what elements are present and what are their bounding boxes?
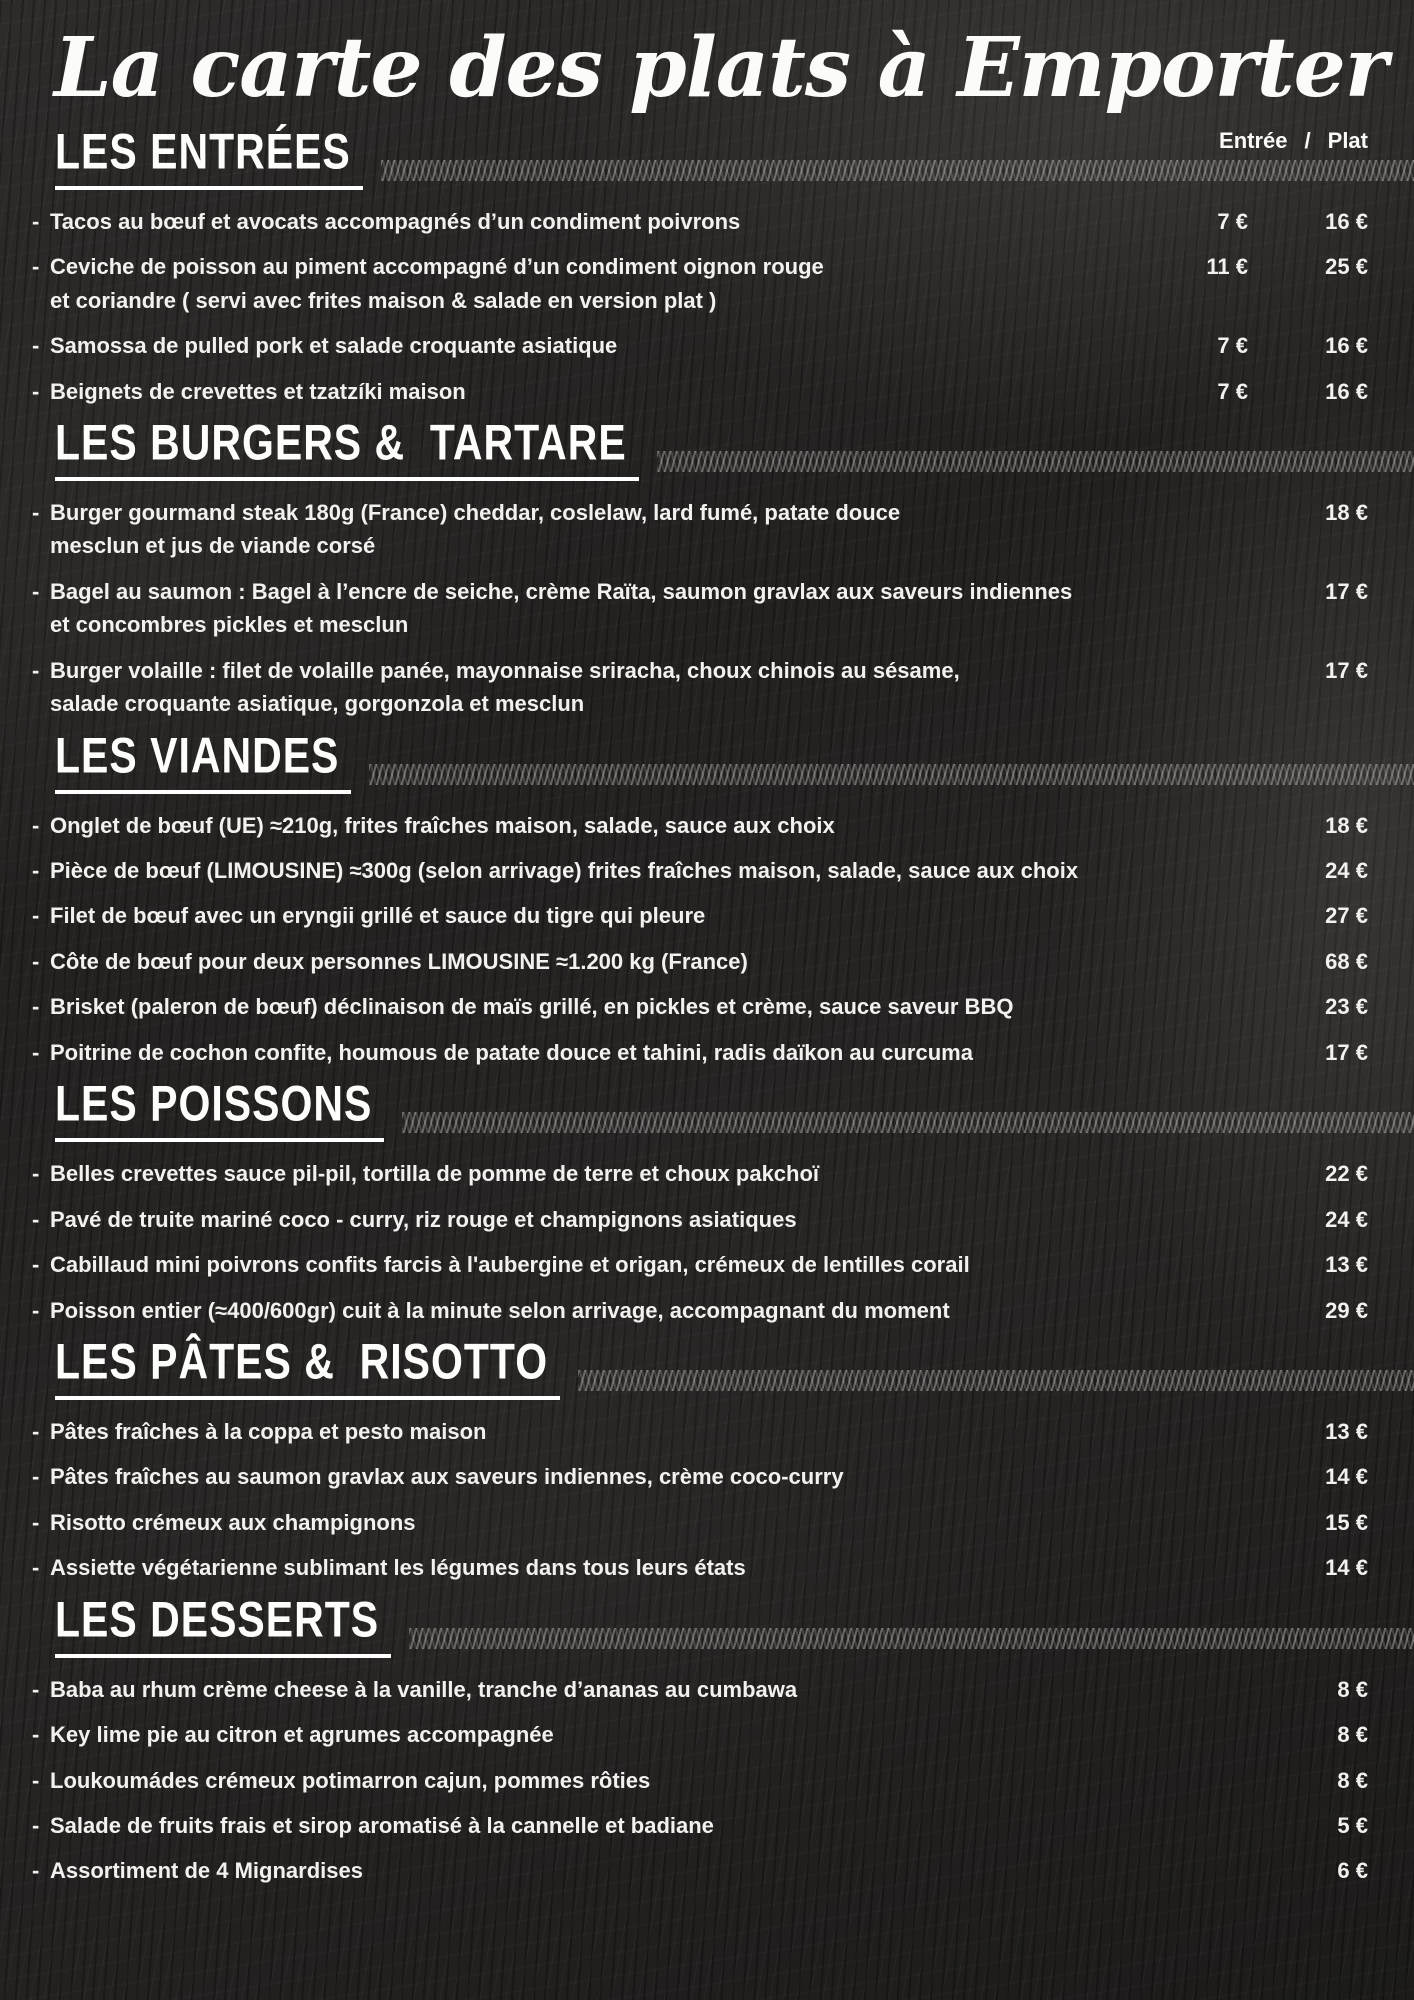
item-price-entree: [1168, 1551, 1248, 1584]
item-price-plat: 17 €: [1325, 657, 1368, 683]
item-dash: -: [32, 333, 40, 359]
item-price-entree: [1168, 1415, 1248, 1448]
item-price-plat: 25 €: [1325, 254, 1368, 280]
item-prices: [1168, 1854, 1368, 1887]
item-line: et coriandre ( servi avec frites maison & salade en version plat ): [50, 287, 717, 313]
item-price-plat: 24 €: [1325, 1206, 1368, 1232]
item-dash: -: [32, 903, 40, 929]
item-line: Salade de fruits frais et sirop aromatisé à la cannelle et badiane: [50, 1813, 714, 1838]
menu-item: [32, 945, 1368, 978]
item-price-entree: [1168, 654, 1248, 687]
section-title-text: LES POISSONS: [55, 1075, 373, 1132]
item-line: Loukoumádes crémeux potimarron cajun, pommes rôties: [50, 1767, 651, 1793]
item-text: [50, 1248, 1160, 1281]
item-text: [50, 809, 1160, 842]
menu-item: [32, 854, 1368, 887]
item-price-plat: 8 €: [1337, 1722, 1368, 1748]
item-price-plat: 14 €: [1325, 1555, 1368, 1581]
item-text: [50, 329, 1160, 362]
item-prices: [1168, 1506, 1368, 1539]
item-line: Burger gourmand steak 180g (France) cheddar, coslelaw, lard fumé, patate douce: [50, 499, 901, 525]
section-items: [32, 809, 1368, 1070]
menu-section: [32, 414, 1368, 721]
item-text: [50, 496, 1160, 563]
item-line: Cabillaud mini poivrons confits farcis à l'aubergine et origan, crémeux de lentilles corail: [50, 1252, 970, 1278]
item-text: [50, 945, 1160, 978]
item-dash: -: [32, 1555, 40, 1581]
menu-item: [32, 1506, 1368, 1539]
item-price-entree: [1168, 1248, 1248, 1281]
plat-column-header: Plat: [1327, 127, 1368, 153]
item-line: Baba au rhum crème cheese à la vanille, tranche d’ananas au cumbawa: [50, 1676, 798, 1702]
menu-section: [32, 123, 1368, 408]
item-line: mesclun et jus de viande corsé: [50, 533, 376, 559]
menu-item: [32, 375, 1368, 408]
item-prices: [1168, 1551, 1368, 1584]
item-line: Ceviche de poisson au piment accompagné d’un condiment oignon rouge: [50, 254, 824, 280]
menu-item: [32, 1294, 1368, 1327]
section-title: [55, 1591, 391, 1658]
item-text: [50, 1036, 1160, 1069]
item-line: Onglet de bœuf (UE) ≈210g, frites fraîches maison, salade, sauce aux choix: [50, 812, 835, 838]
hatch-divider: [402, 1112, 1414, 1133]
item-dash: -: [32, 578, 40, 604]
item-price-entree: [1168, 1718, 1248, 1751]
item-prices: [1168, 854, 1368, 887]
item-price-entree: [1168, 1203, 1248, 1236]
item-line: Burger volaille : filet de volaille panée, mayonnaise sriracha, choux chinois au sésame,: [50, 657, 960, 683]
item-price-entree: [1168, 1673, 1248, 1706]
menu-item: [32, 1248, 1368, 1281]
item-line: Pièce de bœuf (LIMOUSINE) ≈300g (selon arrivage) frites fraîches maison, salade, sauce aux choix: [50, 858, 1079, 883]
item-line: Tacos au bœuf et avocats accompagnés d’un condiment poivrons: [50, 208, 741, 234]
item-text: [50, 1506, 1160, 1539]
item-prices: [1168, 990, 1368, 1023]
item-price-entree: [1168, 1036, 1248, 1069]
item-price-plat: 8 €: [1337, 1767, 1368, 1793]
menu-item: [32, 575, 1368, 642]
section-title: [55, 1333, 560, 1400]
item-price-entree: [1168, 1460, 1248, 1493]
entree-column-header: Entrée: [1219, 127, 1288, 153]
item-prices: [1168, 375, 1368, 408]
item-prices: [1168, 1809, 1368, 1842]
menu-section: [32, 1075, 1368, 1327]
item-text: [50, 250, 1160, 317]
item-dash: -: [32, 1418, 40, 1444]
item-price-plat: 27 €: [1325, 903, 1368, 929]
section-header: [55, 1075, 1368, 1142]
item-price-plat: 6 €: [1337, 1858, 1368, 1884]
item-text: [50, 1551, 1160, 1584]
item-line: et concombres pickles et mesclun: [50, 612, 409, 638]
item-price-plat: 14 €: [1325, 1464, 1368, 1490]
item-dash: -: [32, 499, 40, 525]
item-text: [50, 1854, 1160, 1887]
menu-section: [32, 1591, 1368, 1888]
item-dash: -: [32, 1039, 40, 1065]
item-dash: -: [32, 1509, 40, 1535]
section-items: [32, 1415, 1368, 1585]
item-line: salade croquante asiatique, gorgonzola et mesclun: [50, 691, 585, 717]
item-prices: [1168, 809, 1368, 842]
item-prices: [1168, 1415, 1368, 1448]
item-prices: [1168, 1764, 1368, 1797]
item-text: [50, 1460, 1160, 1493]
item-price-entree: 7 €: [1217, 378, 1248, 404]
item-price-entree: [1168, 854, 1248, 887]
item-prices: [1168, 250, 1368, 283]
menu-item: [32, 990, 1368, 1023]
item-price-entree: [1168, 1854, 1248, 1887]
section-title-text: LES VIANDES: [55, 726, 340, 784]
item-price-plat: 15 €: [1325, 1509, 1368, 1535]
item-price-plat: 22 €: [1325, 1161, 1368, 1187]
item-price-plat: 18 €: [1325, 812, 1368, 838]
menu-item: [32, 1764, 1368, 1797]
item-price-plat: 17 €: [1325, 1039, 1368, 1065]
item-line: Côte de bœuf pour deux personnes LIMOUSINE ≈1.200 kg (France): [50, 948, 748, 974]
item-dash: -: [32, 378, 40, 404]
item-dash: -: [32, 812, 40, 838]
item-dash: -: [32, 1206, 40, 1232]
menu-item: [32, 1036, 1368, 1069]
section-title-text: LES ENTRÉES: [55, 123, 351, 180]
item-line: Belles crevettes sauce pil-pil, tortilla de pomme de terre et choux pakchoï: [50, 1161, 820, 1187]
item-price-plat: 16 €: [1325, 378, 1368, 404]
item-prices: [1168, 945, 1368, 978]
section-title-text: LES BURGERS & TARTARE: [55, 414, 627, 471]
menu-section: [32, 726, 1368, 1070]
item-dash: -: [32, 948, 40, 974]
section-title: [55, 1075, 384, 1142]
section-header: [55, 123, 1368, 190]
menu-item: [32, 1460, 1368, 1493]
item-price-entree: [1168, 899, 1248, 932]
section-header: [55, 414, 1368, 481]
item-price-entree: [1168, 1764, 1248, 1797]
item-price-entree: [1168, 496, 1248, 529]
item-price-entree: 7 €: [1217, 208, 1248, 234]
menu-item: [32, 1203, 1368, 1236]
item-dash: -: [32, 254, 40, 280]
menu-item: [32, 654, 1368, 721]
item-dash: -: [32, 1767, 40, 1793]
item-dash: -: [32, 208, 40, 234]
item-dash: -: [32, 1161, 40, 1187]
menu-item: [32, 809, 1368, 842]
item-prices: [1168, 1248, 1368, 1281]
item-price-entree: [1168, 945, 1248, 978]
menu-item: [32, 250, 1368, 317]
item-text: [50, 1718, 1160, 1751]
menu-item: [32, 1157, 1368, 1190]
item-dash: -: [32, 1858, 40, 1884]
item-dash: -: [32, 657, 40, 683]
item-line: Key lime pie au citron et agrumes accompagnée: [50, 1722, 554, 1748]
item-dash: -: [32, 1464, 40, 1490]
item-text: [50, 375, 1160, 408]
item-price-plat: 16 €: [1325, 208, 1368, 234]
item-line: Assortiment de 4 Mignardises: [50, 1858, 363, 1884]
menu-item: [32, 1673, 1368, 1706]
item-price-plat: 18 €: [1325, 499, 1368, 525]
item-price-plat: 8 €: [1337, 1676, 1368, 1702]
item-text: [50, 575, 1160, 642]
item-prices: [1168, 1718, 1368, 1751]
item-line: Beignets de crevettes et tzatzíki maison: [50, 378, 466, 404]
menu-item: [32, 205, 1368, 238]
section-title-text: LES DESSERTS: [55, 1591, 380, 1648]
item-text: [50, 205, 1160, 238]
item-text: [50, 1294, 1160, 1327]
item-line: Poisson entier (≈400/600gr) cuit à la minute selon arrivage, accompagnant du moment: [50, 1297, 950, 1323]
item-text: [50, 899, 1160, 932]
section-items: [32, 1157, 1368, 1327]
item-prices: [1168, 575, 1368, 608]
menu-item: [32, 899, 1368, 932]
item-prices: [1168, 1036, 1368, 1069]
item-price-plat: 68 €: [1325, 948, 1368, 974]
item-dash: -: [32, 1722, 40, 1748]
hatch-divider: [657, 451, 1414, 472]
menu-item: [32, 1718, 1368, 1751]
section-title: [55, 726, 351, 794]
price-column-headers: [1219, 128, 1368, 154]
section-title: [55, 414, 639, 481]
item-prices: [1168, 1203, 1368, 1236]
item-text: [50, 1809, 1160, 1842]
price-column-separator: /: [1304, 127, 1311, 153]
section-items: [32, 1673, 1368, 1888]
item-prices: [1168, 496, 1368, 529]
item-price-plat: 13 €: [1325, 1252, 1368, 1278]
item-prices: [1168, 1460, 1368, 1493]
item-text: [50, 990, 1160, 1023]
item-price-plat: 5 €: [1337, 1813, 1368, 1838]
item-line: Pâtes fraîches au saumon gravlax aux saveurs indiennes, crème coco-curry: [50, 1464, 844, 1490]
item-price-entree: [1168, 575, 1248, 608]
section-items: [32, 205, 1368, 408]
item-dash: -: [32, 1252, 40, 1278]
item-text: [50, 1764, 1160, 1797]
item-prices: [1168, 899, 1368, 932]
item-prices: [1168, 329, 1368, 362]
item-price-entree: [1168, 990, 1248, 1023]
item-line: Samossa de pulled pork et salade croquante asiatique: [50, 333, 618, 359]
item-text: [50, 654, 1160, 721]
item-price-entree: [1168, 1157, 1248, 1190]
hatch-divider: [409, 1628, 1414, 1649]
item-dash: -: [32, 994, 40, 1020]
section-title: [55, 123, 363, 190]
item-dash: -: [32, 858, 40, 883]
item-line: Pavé de truite mariné coco - curry, riz rouge et champignons asiatiques: [50, 1206, 797, 1232]
item-prices: [1168, 205, 1368, 238]
hatch-divider: [578, 1370, 1414, 1391]
menu-sections: [32, 123, 1368, 1888]
hatch-divider: [369, 764, 1414, 785]
item-line: Pâtes fraîches à la coppa et pesto maison: [50, 1418, 487, 1444]
item-text: [50, 854, 1160, 887]
item-line: Brisket (paleron de bœuf) déclinaison de maïs grillé, en pickles et crème, sauce saveur BBQ: [50, 994, 1014, 1020]
item-price-entree: 11 €: [1206, 254, 1248, 280]
item-price-plat: 23 €: [1325, 994, 1368, 1020]
item-line: Bagel au saumon : Bagel à l’encre de seiche, crème Raïta, saumon gravlax aux saveurs indiennes: [50, 578, 1073, 604]
section-title-text: LES PÂTES & RISOTTO: [55, 1333, 549, 1390]
item-price-entree: [1168, 1294, 1248, 1327]
section-header: [55, 1333, 1368, 1400]
section-items: [32, 496, 1368, 721]
item-price-entree: [1168, 1506, 1248, 1539]
item-price-entree: [1168, 1809, 1248, 1842]
item-line: Risotto crémeux aux champignons: [50, 1509, 416, 1535]
hatch-divider: [381, 160, 1414, 181]
item-prices: [1168, 654, 1368, 687]
menu-item: [32, 1551, 1368, 1584]
item-prices: [1168, 1157, 1368, 1190]
item-prices: [1168, 1673, 1368, 1706]
menu-item: [32, 496, 1368, 563]
page-title: La carte des plats à Emporter: [54, 20, 1388, 116]
item-dash: -: [32, 1297, 40, 1323]
item-price-plat: 13 €: [1325, 1418, 1368, 1444]
section-header: [55, 726, 1368, 794]
item-price-plat: 24 €: [1325, 858, 1368, 883]
item-line: Filet de bœuf avec un eryngii grillé et sauce du tigre qui pleure: [50, 903, 706, 929]
menu-item: [32, 1854, 1368, 1887]
menu-item: [32, 329, 1368, 362]
item-text: [50, 1415, 1160, 1448]
item-text: [50, 1203, 1160, 1236]
item-price-plat: 17 €: [1325, 578, 1368, 604]
item-price-plat: 29 €: [1325, 1297, 1368, 1323]
item-price-plat: 16 €: [1325, 333, 1368, 359]
item-text: [50, 1157, 1160, 1190]
menu-item: [32, 1809, 1368, 1842]
item-dash: -: [32, 1813, 40, 1838]
menu-section: [32, 1333, 1368, 1585]
section-header: [55, 1591, 1368, 1658]
menu-item: [32, 1415, 1368, 1448]
item-line: Assiette végétarienne sublimant les légumes dans tous leurs états: [50, 1555, 746, 1581]
item-price-entree: [1168, 809, 1248, 842]
item-line: Poitrine de cochon confite, houmous de patate douce et tahini, radis daïkon au curcuma: [50, 1039, 973, 1065]
item-price-entree: 7 €: [1217, 333, 1248, 359]
item-text: [50, 1673, 1160, 1706]
item-prices: [1168, 1294, 1368, 1327]
item-dash: -: [32, 1676, 40, 1702]
